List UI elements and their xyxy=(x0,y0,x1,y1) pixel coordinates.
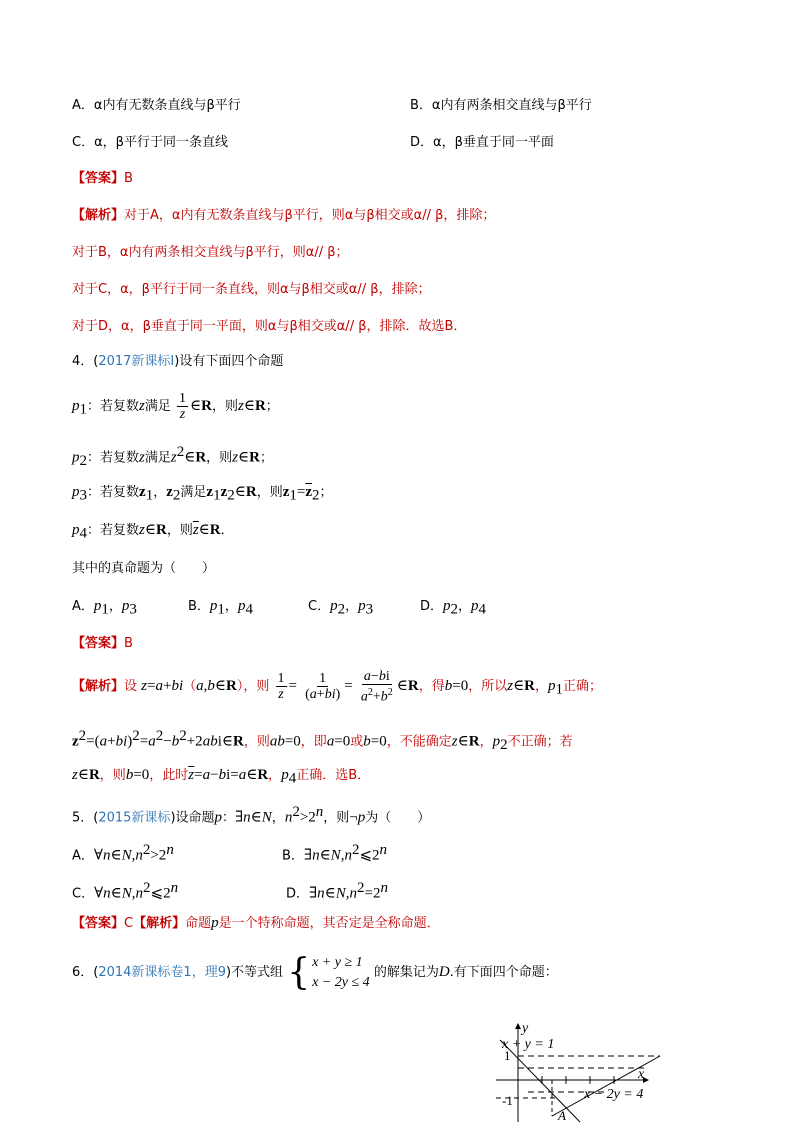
q4-p2: $p_2$：若复数z满足$z^2\in R$，则z∈R； xyxy=(72,444,273,469)
q3-analysis-1: 【解析】对于A，α内有无数条直线与β平行，则α与β相交或α// β，排除； xyxy=(72,208,496,223)
line-x-plus-y-eq-1 xyxy=(500,1040,580,1122)
region-graph xyxy=(488,1018,678,1123)
q4-option-c: C．$p_2$，$p_3$ xyxy=(308,598,374,618)
q4-p1: $p_1$：若复数z满足 $\frac{1}{z}$ ∈R，则z∈R； xyxy=(72,391,279,422)
answer-value: B xyxy=(124,171,133,186)
analysis-tag: 【解析】 xyxy=(72,208,125,223)
q5-option-d: D．$\exists n\in N,n^2=2^n$ xyxy=(286,880,388,902)
y-axis-label: y xyxy=(522,1021,529,1036)
q3-analysis-3: 对于C，α，β平行于同一条直线，则α与β相交或α// β，排除； xyxy=(72,282,431,297)
tick-label-1: 1 xyxy=(504,1048,511,1063)
q5-source: 2015新课标 xyxy=(98,810,171,826)
q4-stem: 4．(2017新课标Ⅰ)设有下面四个命题 xyxy=(72,354,284,369)
line-x-minus-2y-eq-4 xyxy=(552,1056,660,1116)
q6-stem: 6．(2014新课标卷1，理9)不等式组 { x + y ≥ 1 x − 2y ≤ 4 的解集记为D.有下面四个命题： xyxy=(72,951,558,993)
q4-source: 2017新课标Ⅰ xyxy=(98,354,175,369)
q3-option-b: B．α内有两条相交直线与β平行 xyxy=(410,98,592,113)
tick-label-minus-1: -1 xyxy=(502,1093,513,1108)
q5-option-c: C．$\forall n\in N,n^2⩽2^n$ xyxy=(72,880,179,902)
q4-p4: $p_4$：若复数z∈R，则$\overline{z}\in R$． xyxy=(72,522,234,542)
fraction-1-over-z: $\frac{1}{z}$ xyxy=(179,391,187,422)
q4-options: A．$p_1$，$p_3$ xyxy=(72,598,137,618)
q5-answer: 【答案】C【解析】命题p是一个特称命题，其否定是全称命题． xyxy=(72,915,440,931)
inequality-2: x − 2y ≤ 4 xyxy=(312,974,370,990)
q4-analysis-3: z∈R，则b=0，此时$\overline{z}=a-bi=a\in R$，$p_4$正确．选B． xyxy=(72,767,371,787)
q5-option-b: B．$\exists n\in N,n^2⩽2^n$ xyxy=(282,842,388,864)
q3-analysis-4: 对于D，α，β垂直于同一平面，则α与β相交或α// β，排除．故选B． xyxy=(72,319,467,334)
answer-tag: 【答案】 xyxy=(72,171,125,186)
line1-label: x + y = 1 xyxy=(502,1037,555,1052)
q5-stem: 5．(2015新课标)设命题p：∃n∈N，$n^2>2^n$，则¬p为（ ） xyxy=(72,804,431,826)
q6-source: 2014新课标卷1，理9 xyxy=(98,965,226,980)
q4-question: 其中的真命题为（ ） xyxy=(72,561,216,576)
inequality-system: { x + y ≥ 1 x − 2y ≤ 4 xyxy=(287,951,370,993)
x-axis-label: x xyxy=(638,1067,645,1082)
line2-label: x − 2y = 4 xyxy=(584,1087,644,1102)
q3-answer xyxy=(72,170,133,188)
q5-option-a: A．$\forall n\in N,n^2>2^n$ xyxy=(72,842,174,864)
point-a-label: A xyxy=(558,1108,566,1123)
q3-option-c: C．α，β平行于同一条直线 xyxy=(72,135,228,150)
q4-analysis-1: 【解析】设 z=a+bi（a,b∈R），则 $\frac{1}{z}$ = $\frac{1}{(a+bi)}$ = $\frac{a-bi}{a^2+b^2}$ ∈R，得b=0，所以z∈R，$p_1$正确； xyxy=(72,668,603,705)
q4-option-d: D．$p_2$，$p_4$ xyxy=(420,598,487,618)
q4-p3: $p_3$：若复数$z_1$，$z_2$满足$z_1z_2\in R$，则$z_1=\overline{z}_2$； xyxy=(72,484,333,504)
q4-option-b: B．$p_1$，$p_4$ xyxy=(188,598,253,618)
q3-option-d: D．α，β垂直于同一平面 xyxy=(410,135,554,150)
q4-answer: 【答案】B xyxy=(72,636,133,651)
q3-analysis-2: 对于B，α内有两条相交直线与β平行，则α// β； xyxy=(72,245,349,260)
q3-option-a: A．α内有无数条直线与β平行 xyxy=(72,98,241,113)
q4-analysis-2: $z^2=(a+bi)^2=a^2-b^2+2abi\in R$，则ab=0，即a=0或b=0，不能确定z∈R，$p_2$不正确；若 xyxy=(72,728,573,753)
inequality-1: x + y ≥ 1 xyxy=(312,954,363,970)
